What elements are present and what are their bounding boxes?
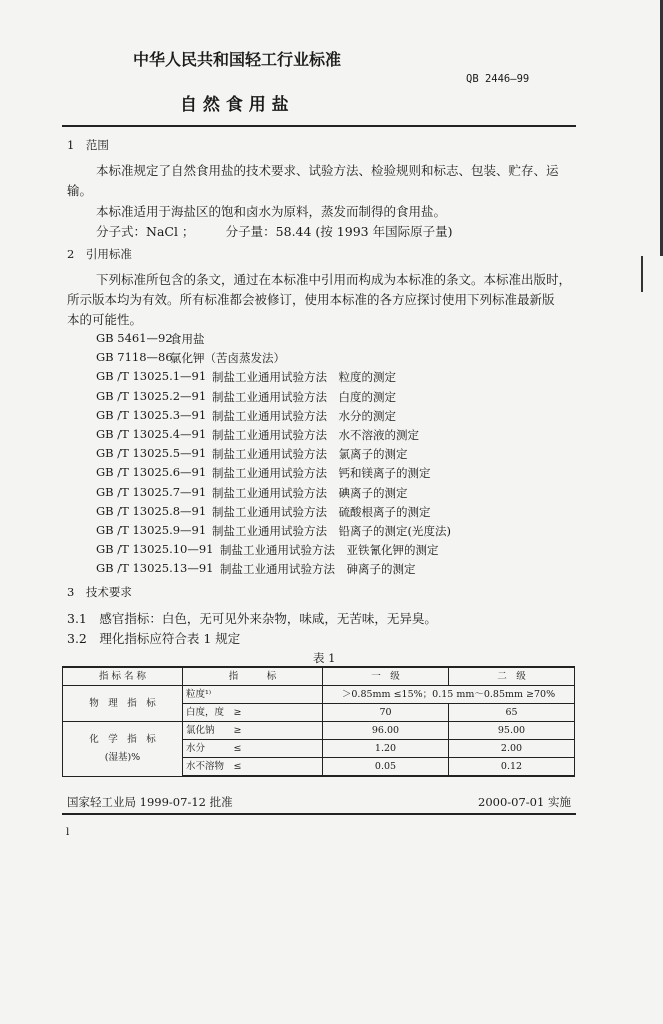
row-g2-nacl: 95.00 bbox=[449, 722, 575, 740]
document-title: 自 然 食 用 盐 bbox=[180, 95, 289, 115]
approval-line: 国家轻工业局 1999-07-12 批准 bbox=[67, 795, 233, 809]
reference-code: GB /T 13025.7—91 bbox=[96, 485, 207, 499]
spec-table bbox=[62, 666, 575, 777]
section-3-2-physicochemical: 3.2 理化指标应符合表 1 规定 bbox=[67, 631, 241, 646]
section-3-heading: 3 技术要求 bbox=[67, 585, 132, 599]
standard-number: QB 2446—99 bbox=[466, 73, 530, 85]
reference-title: 制盐工业通用试验方法 硫酸根离子的测定 bbox=[212, 505, 431, 519]
row-g2-whiteness: 65 bbox=[449, 704, 575, 722]
section-1-paragraph: 本标准规定了自然食用盐的技术要求、试验方法、检验规则和标志、包装、贮存、运 bbox=[96, 163, 559, 178]
reference-code: GB /T 13025.9—91 bbox=[96, 523, 207, 537]
reference-title: 制盐工业通用试验方法 水不溶液的测定 bbox=[212, 428, 419, 442]
row-g1-moisture: 1.20 bbox=[323, 740, 449, 758]
reference-title: 制盐工业通用试验方法 粒度的测定 bbox=[212, 370, 396, 384]
row-g2-insoluble: 0.12 bbox=[449, 758, 575, 777]
table-header-row bbox=[63, 667, 575, 686]
section-1-formula: 分子式：NaCl ； 分子量：58.44 (按 1993 年国际原子量) bbox=[96, 224, 453, 239]
table-caption: 表 1 bbox=[313, 651, 336, 665]
scan-edge-notch bbox=[641, 256, 663, 292]
row-name-insoluble: 水不溶物 ≤ bbox=[183, 758, 323, 777]
group-chemical-basis: (湿基)% bbox=[104, 751, 141, 763]
reference-title: 制盐工业通用试验方法 氯离子的测定 bbox=[212, 447, 408, 461]
reference-code: GB /T 13025.2—91 bbox=[96, 389, 207, 403]
group-chemical-label: 化 学 指 标 bbox=[89, 733, 156, 745]
section-2-heading: 2 引用标准 bbox=[67, 247, 132, 261]
reference-title: 制盐工业通用试验方法 水分的测定 bbox=[212, 409, 396, 423]
row-value-granularity: ＞0.85mm ≤15%；0.15 mm～0.85mm ≥70% bbox=[323, 686, 575, 704]
table-row bbox=[63, 686, 575, 704]
group-chemical bbox=[63, 722, 183, 777]
reference-code: GB /T 13025.1—91 bbox=[96, 369, 207, 383]
reference-title: 食用盐 bbox=[170, 332, 205, 346]
effective-date: 2000-07-01 实施 bbox=[478, 795, 571, 809]
reference-title: 制盐工业通用试验方法 碘离子的测定 bbox=[212, 486, 408, 500]
col-header-grade2: 二 级 bbox=[449, 667, 575, 686]
row-name-nacl: 氯化钠 ≥ bbox=[183, 722, 323, 740]
section-2-paragraph-end: 本的可能性。 bbox=[67, 312, 143, 327]
reference-code: GB 7118—86 bbox=[96, 350, 173, 364]
section-3-1-sensory: 3.1 感官指标：白色，无可见外来杂物，味咸，无苦味，无异臭。 bbox=[67, 611, 437, 626]
section-1-paragraph-cont: 输。 bbox=[67, 183, 93, 198]
reference-code: GB 5461—92 bbox=[96, 331, 173, 345]
reference-code: GB /T 13025.8—91 bbox=[96, 504, 207, 518]
header-rule bbox=[62, 125, 576, 127]
reference-code: GB /T 13025.3—91 bbox=[96, 408, 207, 422]
row-name-moisture: 水分 ≤ bbox=[183, 740, 323, 758]
reference-code: GB /T 13025.6—91 bbox=[96, 465, 207, 479]
reference-title: 制盐工业通用试验方法 亚铁氰化钾的测定 bbox=[220, 543, 439, 557]
reference-code: GB /T 13025.10—91 bbox=[96, 542, 214, 556]
reference-code: GB /T 13025.13—91 bbox=[96, 561, 214, 575]
row-g1-insoluble: 0.05 bbox=[323, 758, 449, 777]
footer-rule bbox=[62, 813, 576, 815]
col-header-index: 指 标 bbox=[183, 667, 323, 686]
section-1-heading: 1 范围 bbox=[67, 138, 109, 152]
reference-title: 氯化钾（苦卤蒸发法） bbox=[170, 351, 285, 365]
reference-title: 制盐工业通用试验方法 砷离子的测定 bbox=[220, 562, 416, 576]
reference-title: 制盐工业通用试验方法 钙和镁离子的测定 bbox=[212, 466, 431, 480]
reference-code: GB /T 13025.4—91 bbox=[96, 427, 207, 441]
section-1-scope: 本标准适用于海盐区的饱和卤水为原料，蒸发而制得的食用盐。 bbox=[96, 204, 447, 219]
row-g1-whiteness: 70 bbox=[323, 704, 449, 722]
group-physical: 物 理 指 标 bbox=[63, 686, 183, 722]
issuing-org-title: 中华人民共和国轻工行业标准 bbox=[133, 50, 342, 69]
section-2-paragraph-cont: 所示版本均为有效。所有标准都会被修订，使用本标准的各方应探讨使用下列标准最新版 bbox=[67, 292, 555, 307]
section-2-paragraph: 下列标准所包含的条文，通过在本标准中引用而构成为本标准的条文。本标准出版时， bbox=[96, 272, 572, 287]
reference-title: 制盐工业通用试验方法 铅离子的测定(光度法) bbox=[212, 524, 451, 538]
row-name-granularity: 粒度¹⁾ bbox=[183, 686, 323, 704]
reference-title: 制盐工业通用试验方法 白度的测定 bbox=[212, 390, 396, 404]
margin-mark: l bbox=[66, 826, 70, 838]
row-g2-moisture: 2.00 bbox=[449, 740, 575, 758]
col-header-name: 指 标 名 称 bbox=[63, 667, 183, 686]
row-g1-nacl: 96.00 bbox=[323, 722, 449, 740]
table-row bbox=[63, 722, 575, 740]
reference-code: GB /T 13025.5—91 bbox=[96, 446, 207, 460]
col-header-grade1: 一 级 bbox=[323, 667, 449, 686]
row-name-whiteness: 白度，度 ≥ bbox=[183, 704, 323, 722]
